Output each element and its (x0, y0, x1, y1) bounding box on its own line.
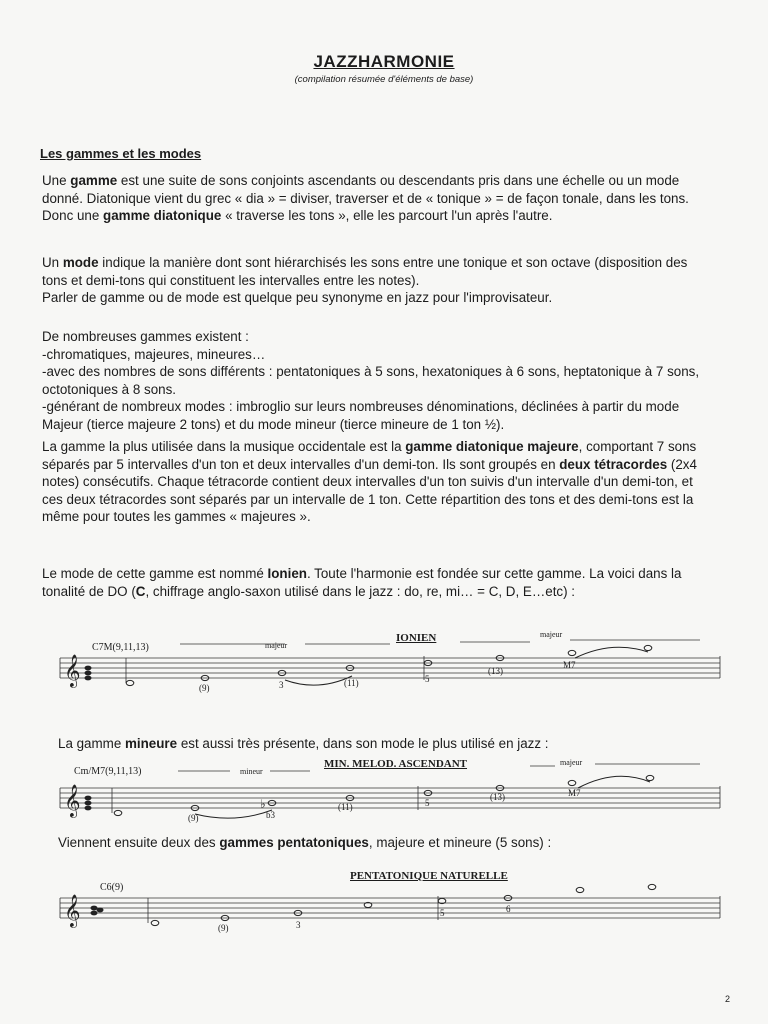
degree-label: (9) (188, 813, 199, 823)
paragraph-mode (42, 254, 712, 307)
degree-label: M7 (563, 660, 576, 670)
degree-label: 5 (440, 908, 445, 918)
term-gamme-diatonique-majeure: gamme diatonique majeure (405, 439, 579, 454)
text: Une (42, 173, 71, 188)
text: Le mode de cette gamme est nommé (42, 566, 268, 581)
music-staff (60, 758, 730, 828)
text: , chiffrage anglo-saxon utilisé dans le jazz : do, re, mi… = C, D, E…etc) : (145, 583, 576, 599)
caption-pentatoniques (58, 835, 551, 850)
text: La gamme la plus utilisée dans la musique occidentale est la (42, 439, 406, 454)
term-ionien: Ionien (267, 566, 307, 581)
caption-mineure (58, 736, 549, 751)
degree-label: 5 (425, 798, 430, 808)
paragraph-gamme (42, 172, 712, 225)
degree-label: (11) (344, 678, 359, 688)
degree-label: b3 (266, 810, 275, 820)
text: Viennent ensuite deux des (58, 835, 220, 850)
text: . Toute l'harmonie est fondée sur cette gamme. La voici dans la tonalité de DO ( (42, 566, 682, 599)
text: (2x4 notes) consécutifs. Chaque tétracorde contient deux intervalles d'un ton suivis d'un intervalle d'un demi-ton, et ces deux tétracordes sont séparés par un intervalle de 1 ton. Cette répartition des tons et des demi-tons est la même pour toutes les gammes « majeures ». (42, 456, 697, 524)
page-subtitle: (compilation résumée d'éléments de base) (294, 74, 474, 85)
list-item: -générant de nombreux modes : imbroglio sur leurs nombreuses dénominations, déclinées à partir du mode Majeur (tierce majeure 2 tons) et du mode mineur (tierce mineure de 1 ton ½). (42, 399, 680, 432)
list-intro: De nombreuses gammes existent : (42, 329, 249, 344)
text: , majeure et mineure (5 sons) : (368, 835, 552, 850)
term-deux-tetracordes: deux tétracordes (559, 456, 668, 472)
svg-text:𝄞: 𝄞 (64, 654, 81, 687)
text: , comportant 7 sons séparés par 5 intervalles d'un ton et deux intervalles d'un demi-ton. Ils sont groupés en (42, 439, 697, 472)
page-title: JAZZHARMONIE (313, 52, 455, 71)
list-item: -chromatiques, majeures, mineures… (42, 346, 266, 362)
chord-symbol: C7M(9,11,13) (92, 642, 149, 653)
mode-name: MIN. MELOD. ASCENDANT (324, 758, 468, 770)
staff-label-right: majeur (560, 758, 583, 767)
chord-symbol: C6(9) (100, 882, 124, 893)
degree-label: 5 (425, 674, 430, 684)
staff-label-left: majeur (265, 641, 288, 650)
term-gamme: gamme (70, 173, 118, 188)
degree-label: (13) (488, 666, 503, 676)
degree-label: 3 (279, 680, 284, 690)
text: Un (42, 255, 63, 270)
staff-mineur-melodique (60, 758, 730, 828)
term-gamme-diatonique: gamme diatonique (103, 208, 222, 223)
paragraph-gammes-list (42, 328, 712, 433)
page-number: 2 (724, 994, 730, 1004)
mode-name: PENTATONIQUE NATURELLE (350, 870, 508, 882)
svg-text:𝄞: 𝄞 (64, 894, 81, 927)
staff-label-left: mineur (240, 767, 263, 776)
list-item: -avec des nombres de sons différents : pentatoniques à 5 sons, hexatoniques à 6 sons, heptatonique à 7 sons, octotoniques à 8 sons. (42, 364, 700, 397)
section-title: Les gammes et les modes (40, 146, 202, 161)
staff-label-right: majeur (540, 630, 563, 639)
term-gammes-pentatoniques: gammes pentatoniques (219, 835, 369, 850)
text: est aussi très présente, dans son mode le plus utilisé en jazz : (177, 736, 549, 751)
staff-ionien (60, 628, 730, 698)
paragraph-diatonique-majeure (42, 438, 712, 526)
degree-label: (9) (199, 683, 210, 693)
degree-label: (9) (218, 923, 229, 933)
degree-label: (13) (490, 792, 505, 802)
degree-label: 3 (296, 920, 301, 930)
svg-text:♭: ♭ (260, 797, 266, 811)
chord-symbol: Cm/M7(9,11,13) (74, 766, 142, 777)
degree-label: 6 (506, 904, 511, 914)
text: est une suite de sons conjoints ascendants ou descendants pris dans une échelle ou un mode donné. Diatonique vient du grec « dia » = diviser, traverser et de « tonique » = de façon tonale, dans les tons. Donc une (42, 173, 689, 223)
mode-name: IONIEN (396, 632, 437, 644)
text: « traverse les tons », elle les parcourt l'un après l'autre. (221, 208, 553, 223)
term-mode: mode (62, 255, 99, 270)
degree-label: (11) (338, 802, 353, 812)
term-mineure: mineure (125, 736, 178, 751)
degree-label: M7 (568, 788, 581, 798)
staff-pentatonique (60, 868, 730, 938)
svg-text:𝄞: 𝄞 (64, 784, 81, 817)
music-staff (60, 628, 730, 698)
text: indique la manière dont sont hiérarchisés les sons entre une tonique et son octave (disposition des tons et demi-tons qui constituent les intervalles entre les notes). (42, 255, 688, 288)
music-staff (60, 868, 730, 938)
paragraph-ionien (42, 565, 712, 600)
text: Parler de gamme ou de mode est quelque peu synonyme en jazz pour l'improvisateur. (42, 290, 553, 305)
text: La gamme (58, 736, 125, 751)
term-c: C (135, 583, 146, 599)
